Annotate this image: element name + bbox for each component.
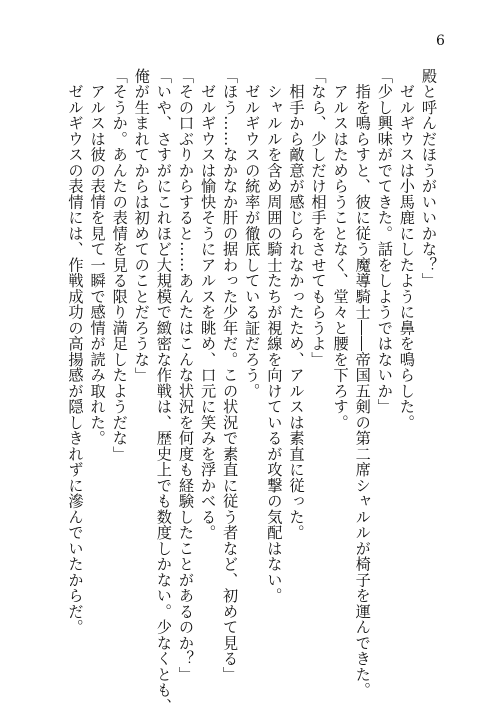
text-line: 「なら、少しだけ相手をさせてもらうよ」 — [309, 68, 328, 368]
text-line: 「ほう……なかなか肝の据わった少年だ。この状況で素直に従う者など、初めて見る」 — [221, 68, 240, 683]
body-text — [64, 68, 440, 714]
text-line: ゼルギウスは愉快そうにアルスを眺め、口元に笑みを浮かべる。 — [199, 68, 218, 541]
text-line: 指を鳴らすと、彼に従う魔導騎士――帝国五剣の第二席シャルルが椅子を運んできた。 — [353, 68, 372, 698]
text-line: 「その口ぶりからすると……あんたはこんな状況を何度も経験したことがあるのか？」 — [176, 68, 195, 683]
text-line: アルスは彼の表情を見て一瞬で感情が読み取れた。 — [88, 68, 107, 446]
text-line: ゼルギウスの表情には、作戦成功の高揚感が隠しきれずに滲んでいたからだ。 — [66, 68, 85, 635]
text-line: ゼルギウスは小馬鹿にしたように鼻を鳴らした。 — [397, 68, 416, 431]
text-line: 相手から敵意が感じられなかったため、アルスは素直に従った。 — [287, 68, 306, 541]
text-line: 俺が生まれてからは初めてのことだろうな」 — [132, 68, 151, 383]
page-number: 6 — [436, 33, 445, 49]
text-line: 「いや、さすがにこれほど大規模で緻密な作戦は、歴史上でも数度しかない。少なくとも、 — [154, 68, 173, 714]
text-line: ゼルギウスの統率が徹底している証だろう。 — [243, 68, 262, 399]
text-line: シャルルを含め周囲の騎士たちが視線を向けているが攻撃の気配はない。 — [265, 68, 284, 604]
text-line: 「そうか。あんたの表情を見る限り満足したようだな」 — [110, 68, 129, 462]
text-line: アルスはためらうことなく、堂々と腰を下ろす。 — [331, 68, 350, 431]
text-line: 「少し興味がでてきた。話をしようではないか」 — [375, 68, 394, 415]
text-line: 殿と呼んだほうがいいかな？」 — [420, 68, 438, 289]
